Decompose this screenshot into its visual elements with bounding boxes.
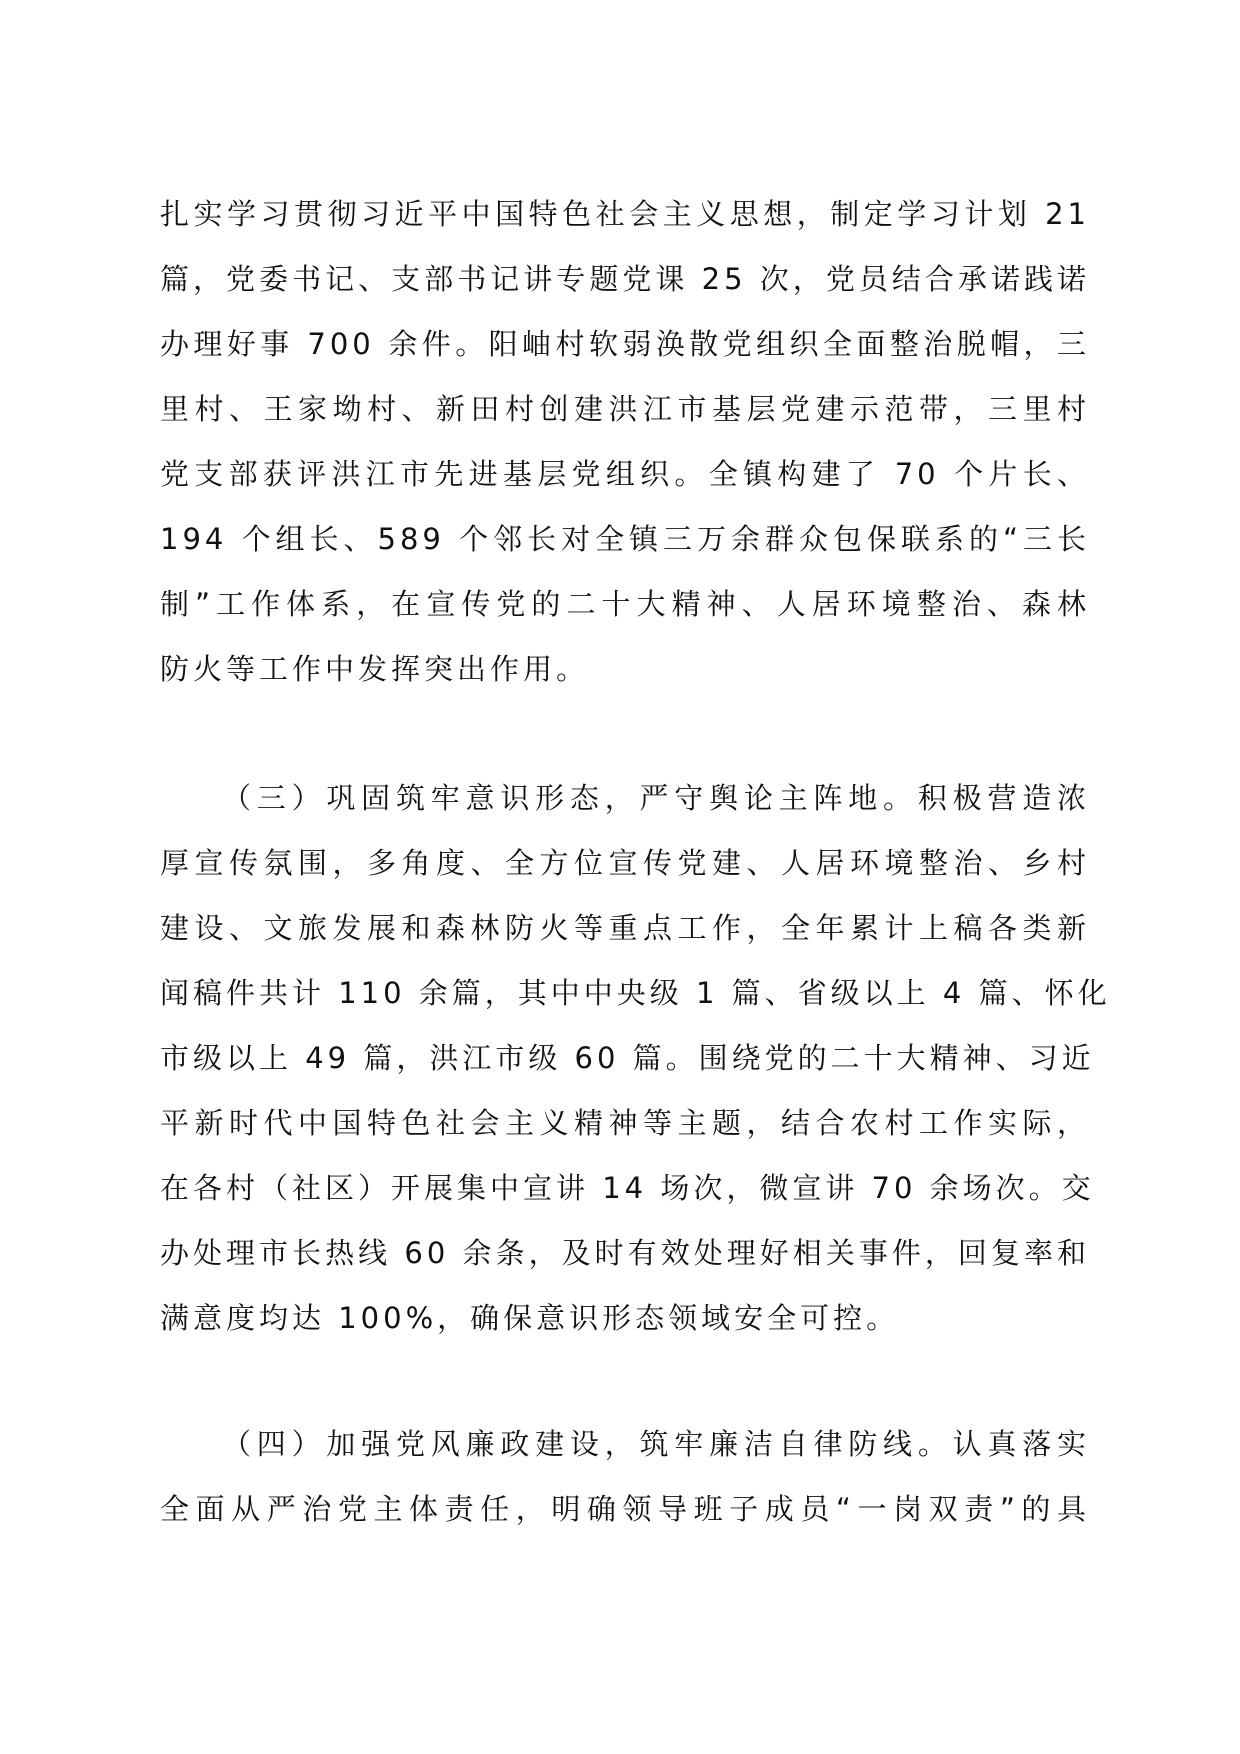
section-heading-line: （四）加强党风廉政建设，筑牢廉洁自律防线。认真落实 — [222, 1427, 1090, 1461]
text-line: 党支部获评洪江市先进基层党组织。全镇构建了 70 个片长、 — [160, 457, 1090, 491]
paragraph-party-building — [160, 182, 1090, 702]
text-line: 扎实学习贯彻习近平中国特色社会主义思想，制定学习计划 21 — [160, 197, 1090, 231]
text-line: 篇，党委书记、支部书记讲专题党课 25 次，党员结合承诺践诺 — [160, 262, 1090, 296]
text-line: 建设、文旅发展和森林防火等重点工作，全年累计上稿各类新 — [160, 911, 1090, 945]
text-line: 里村、王家坳村、新田村创建洪江市基层党建示范带，三里村 — [160, 392, 1090, 426]
text-line: 平新时代中国特色社会主义精神等主题，结合农村工作实际， — [160, 1106, 1090, 1140]
text-line: 满意度均达 100%，确保意识形态领域安全可控。 — [160, 1301, 900, 1335]
text-line: 全面从严治党主体责任，明确领导班子成员“一岗双责”的具 — [160, 1492, 1090, 1526]
text-line: 194 个组长、589 个邻长对全镇三万余群众包保联系的“三长 — [160, 522, 1090, 556]
text-line: 办处理市长热线 60 余条，及时有效处理好相关事件，回复率和 — [160, 1236, 1090, 1270]
text-line: 市级以上 49 篇，洪江市级 60 篇。围绕党的二十大精神、习近 — [160, 1041, 1095, 1075]
text-line: 办理好事 700 余件。阳岫村软弱涣散党组织全面整治脱帽，三 — [160, 327, 1090, 361]
text-line: 厚宣传氛围，多角度、全方位宣传党建、人居环境整治、乡村 — [160, 846, 1090, 880]
text-line: 防火等工作中发挥突出作用。 — [160, 652, 590, 686]
text-line: 在各村（社区）开展集中宣讲 14 场次，微宣讲 70 余场次。交 — [160, 1171, 1095, 1205]
paragraph-integrity — [160, 1412, 1090, 1542]
section-heading-line: （三）巩固筑牢意识形态，严守舆论主阵地。积极营造浓 — [222, 781, 1090, 815]
paragraph-ideology — [160, 766, 1111, 1351]
text-line: 制”工作体系，在宣传党的二十大精神、人居环境整治、森林 — [160, 587, 1090, 621]
text-line: 闻稿件共计 110 余篇，其中中央级 1 篇、省级以上 4 篇、怀化 — [160, 976, 1111, 1010]
